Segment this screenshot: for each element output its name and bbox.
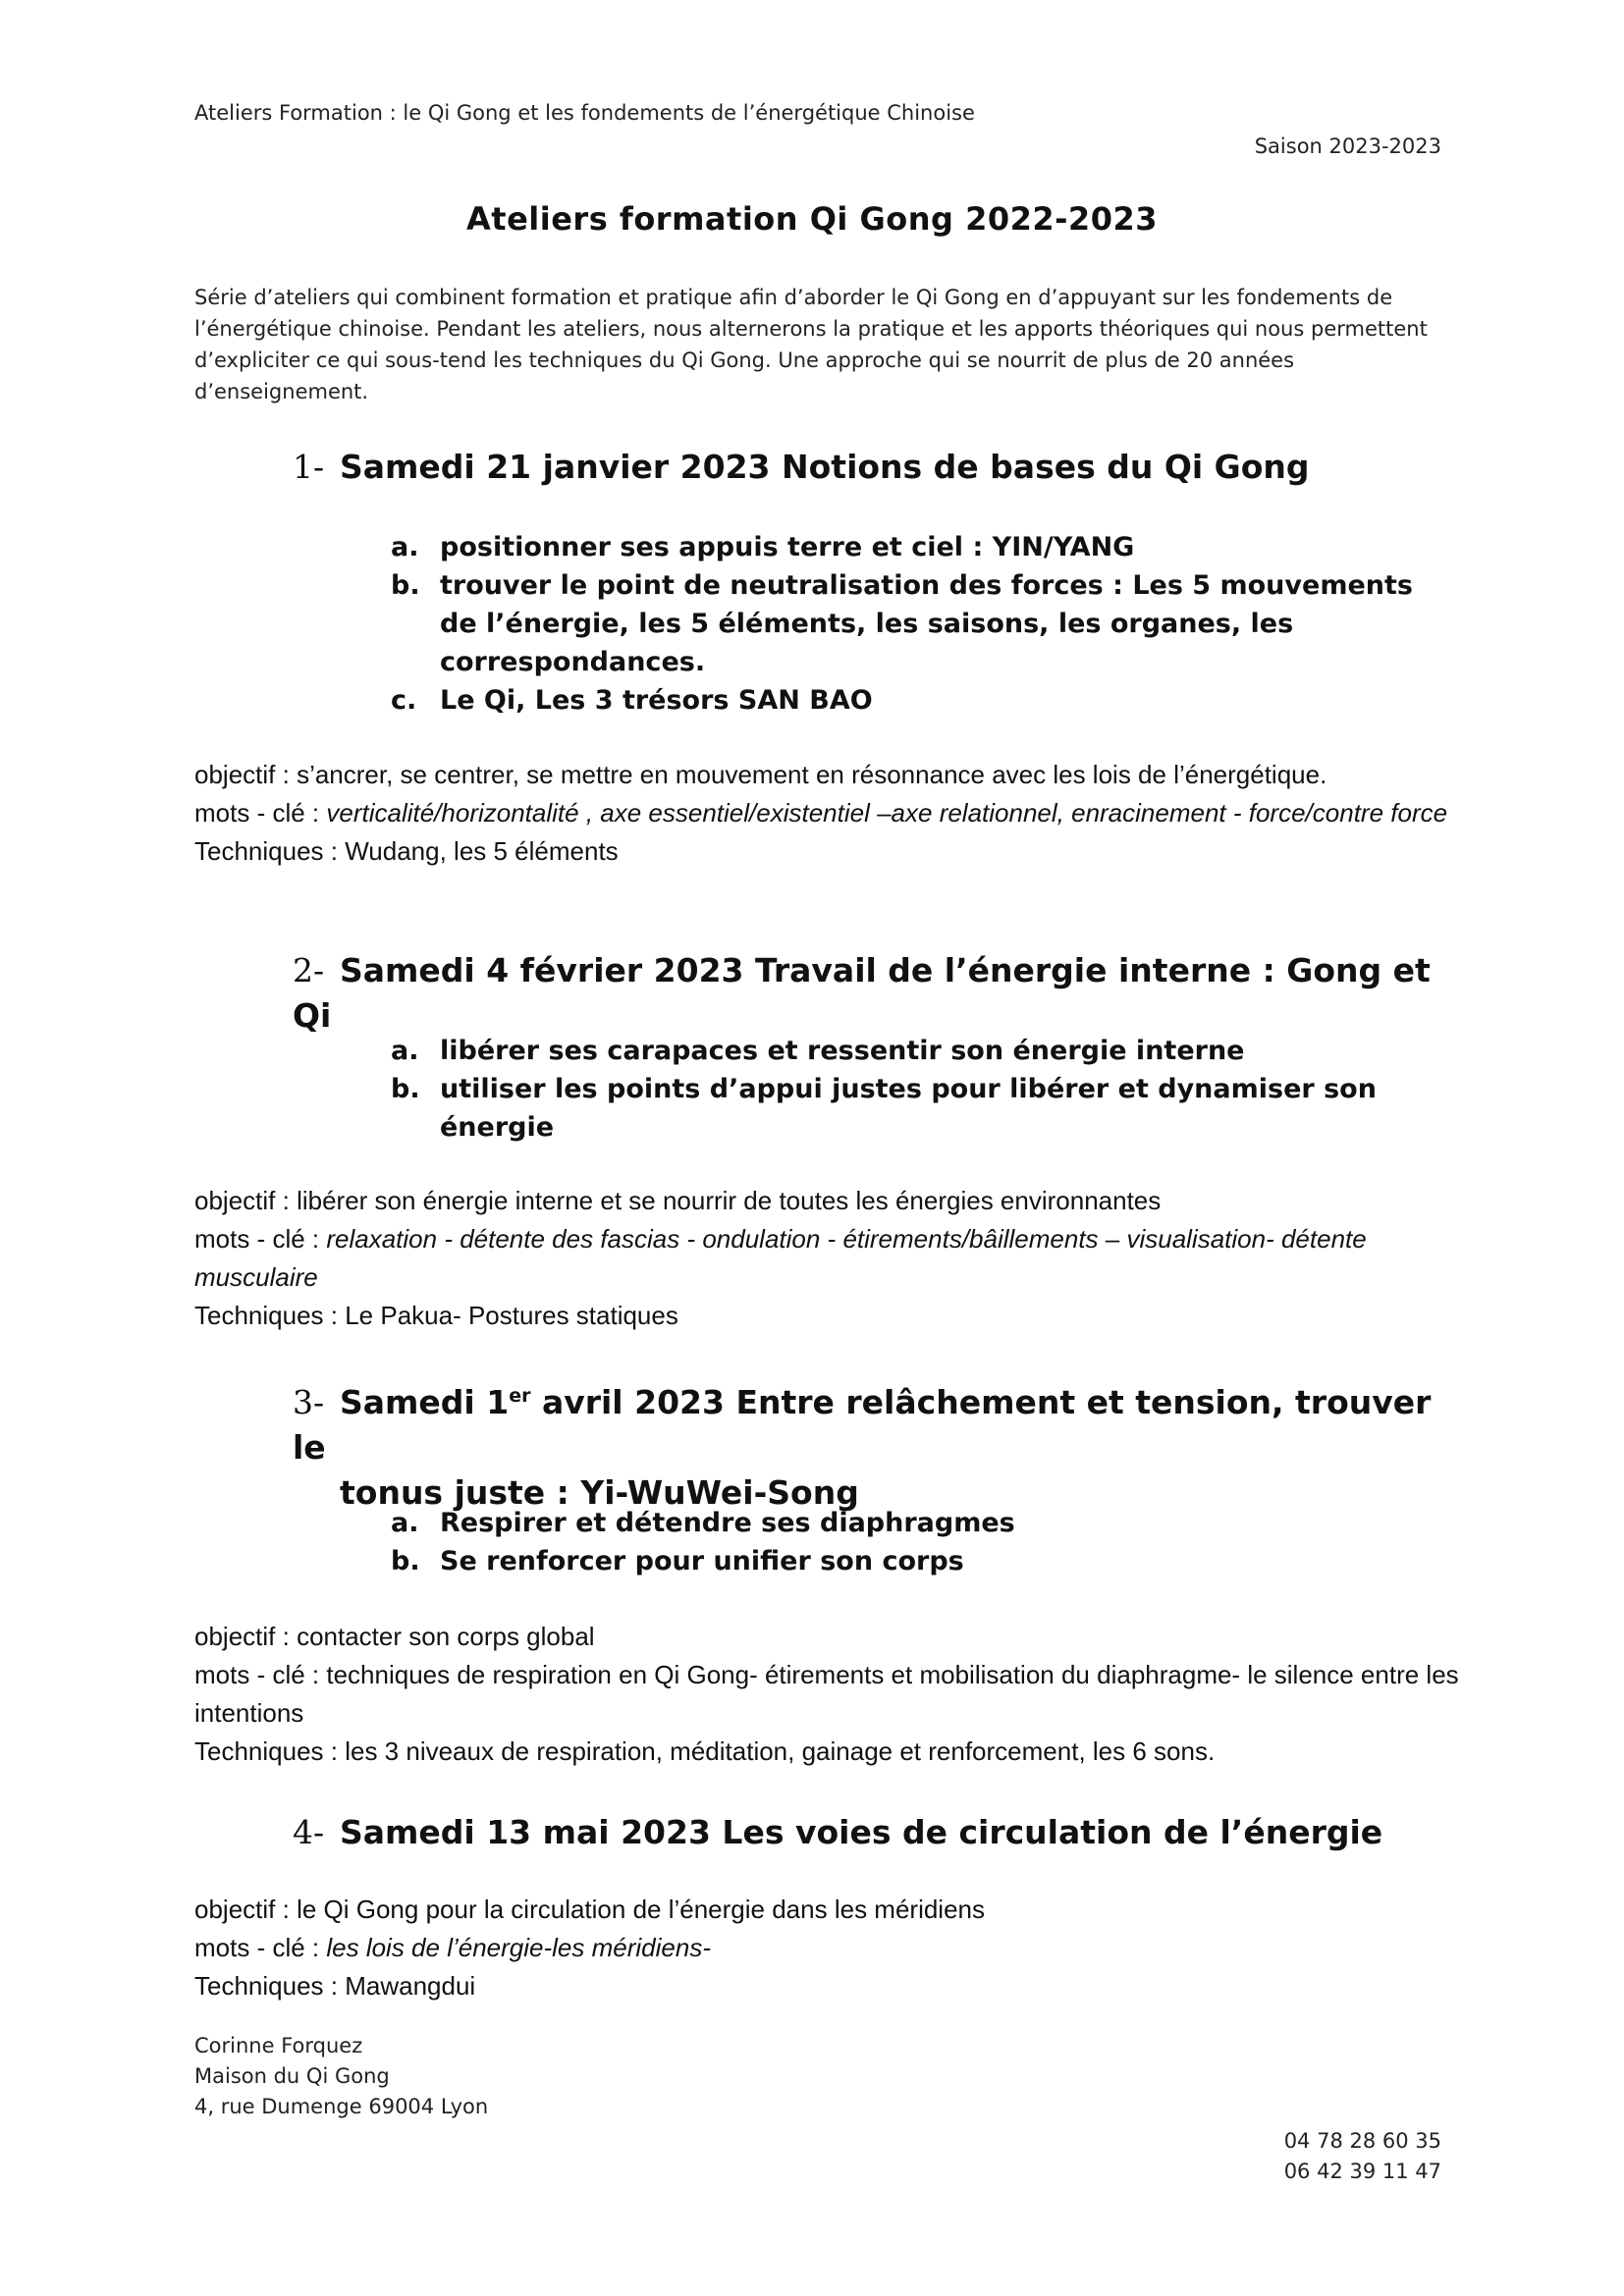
phone-number: 06 42 39 11 47 bbox=[1283, 2160, 1441, 2183]
list-letter: b. bbox=[391, 1074, 420, 1104]
list-text: libérer ses carapaces et ressentir son énergie interne bbox=[440, 1036, 1245, 1066]
section-title: Samedi 1er avril 2023 Entre relâchement et tension, trouver le bbox=[293, 1383, 1432, 1467]
section-3-heading bbox=[293, 1373, 1451, 1516]
list-text: positionner ses appuis terre et ciel : YIN/YANG bbox=[440, 532, 1135, 562]
section-number: 3- bbox=[293, 1383, 325, 1421]
list-letter: a. bbox=[391, 1036, 419, 1066]
list-letter: c. bbox=[391, 685, 417, 716]
intro-paragraph: Série d’ateliers qui combinent formation et pratique afin d’aborder le Qi Gong en d’appuyant sur les fondements de l’énergétique chinoise. Pendant les ateliers, nous alternerons la pratique et les apports théoriques qui nous permettent d’expliciter ce qui sous-tend les techniques du Qi Gong. Une approche qui se nourrit de plus de 20 années d’enseignement. bbox=[194, 286, 1428, 403]
contact-address: 4, rue Dumenge 69004 Lyon bbox=[194, 2095, 489, 2118]
section-2-list bbox=[391, 1032, 1432, 1147]
season-label: Saison 2023-2023 bbox=[1254, 134, 1441, 158]
keywords-line: mots - clé : les lois de l’énergie-les méridiens- bbox=[194, 1933, 711, 1962]
objectif-line: objectif : le Qi Gong pour la circulation de l’énergie dans les méridiens bbox=[194, 1895, 985, 1924]
list-letter: a. bbox=[391, 1508, 419, 1538]
list-item bbox=[391, 681, 1432, 720]
list-text: trouver le point de neutralisation des forces : Les 5 mouvements de l’énergie, les 5 éléments, les saisons, les organes, les correspondances. bbox=[440, 570, 1413, 677]
list-item bbox=[391, 1070, 1432, 1147]
section-title: Samedi 4 février 2023 Travail de l’énergie interne : Gong et Qi bbox=[293, 951, 1431, 1035]
list-text: Se renforcer pour unifier son corps bbox=[440, 1546, 964, 1576]
techniques-line: Techniques : Le Pakua- Postures statiques bbox=[194, 1301, 678, 1330]
phone-number: 04 78 28 60 35 bbox=[1283, 2129, 1441, 2153]
contact-name: Corinne Forquez bbox=[194, 2034, 363, 2057]
section-3-details bbox=[194, 1618, 1461, 1771]
list-item bbox=[391, 1032, 1432, 1070]
techniques-line: Techniques : Wudang, les 5 éléments bbox=[194, 836, 619, 866]
objectif-line: objectif : contacter son corps global bbox=[194, 1622, 595, 1651]
section-4-heading bbox=[293, 1810, 1451, 1855]
section-title-continued: tonus juste : Yi-WuWei-Song bbox=[340, 1473, 859, 1512]
keywords-line: mots - clé : verticalité/horizontalité , axe essentiel/existentiel –axe relationnel, enracinement - force/contre force bbox=[194, 798, 1448, 828]
running-header: Ateliers Formation : le Qi Gong et les fondements de l’énergétique Chinoise bbox=[194, 101, 975, 125]
list-item bbox=[391, 1504, 1432, 1542]
section-title: Samedi 13 mai 2023 Les voies de circulation de l’énergie bbox=[340, 1813, 1383, 1851]
phone-block bbox=[1284, 2126, 1441, 2187]
list-letter: b. bbox=[391, 570, 420, 601]
list-letter: a. bbox=[391, 532, 419, 562]
section-number: 4- bbox=[293, 1813, 325, 1851]
list-item bbox=[391, 1542, 1432, 1580]
section-2-details bbox=[194, 1182, 1461, 1335]
section-1-list bbox=[391, 528, 1432, 720]
techniques-line: Techniques : les 3 niveaux de respiration, méditation, gainage et renforcement, les 6 sons. bbox=[194, 1736, 1216, 1766]
list-text: Respirer et détendre ses diaphragmes bbox=[440, 1508, 1015, 1538]
contact-block bbox=[194, 2031, 488, 2122]
section-1-heading bbox=[293, 445, 1451, 490]
objectif-line: objectif : s’ancrer, se centrer, se mettre en mouvement en résonnance avec les lois de l’énergétique. bbox=[194, 760, 1327, 789]
techniques-line: Techniques : Mawangdui bbox=[194, 1971, 476, 2001]
list-text: Le Qi, Les 3 trésors SAN BAO bbox=[440, 685, 873, 716]
objectif-line: objectif : libérer son énergie interne et se nourrir de toutes les énergies environnantes bbox=[194, 1186, 1162, 1215]
list-letter: b. bbox=[391, 1546, 420, 1576]
section-3-list bbox=[391, 1504, 1432, 1580]
keywords-line: mots - clé : relaxation - détente des fascias - ondulation - étirements/bâillements – visualisation- détente musculaire bbox=[194, 1224, 1367, 1292]
section-number: 1- bbox=[293, 448, 325, 486]
document-title: Ateliers formation Qi Gong 2022-2023 bbox=[466, 200, 1158, 238]
contact-org: Maison du Qi Gong bbox=[194, 2064, 390, 2088]
keywords-line: mots - clé : techniques de respiration en Qi Gong- étirements et mobilisation du diaphragme- le silence entre les intentions bbox=[194, 1660, 1459, 1728]
section-title: Samedi 21 janvier 2023 Notions de bases du Qi Gong bbox=[340, 448, 1310, 486]
section-number: 2- bbox=[293, 951, 325, 989]
list-item bbox=[391, 528, 1432, 566]
list-item bbox=[391, 566, 1432, 681]
section-2-heading bbox=[293, 948, 1451, 1039]
section-1-details bbox=[194, 756, 1461, 871]
section-4-details bbox=[194, 1891, 1461, 2005]
list-text: utiliser les points d’appui justes pour libérer et dynamiser son énergie bbox=[440, 1074, 1377, 1143]
